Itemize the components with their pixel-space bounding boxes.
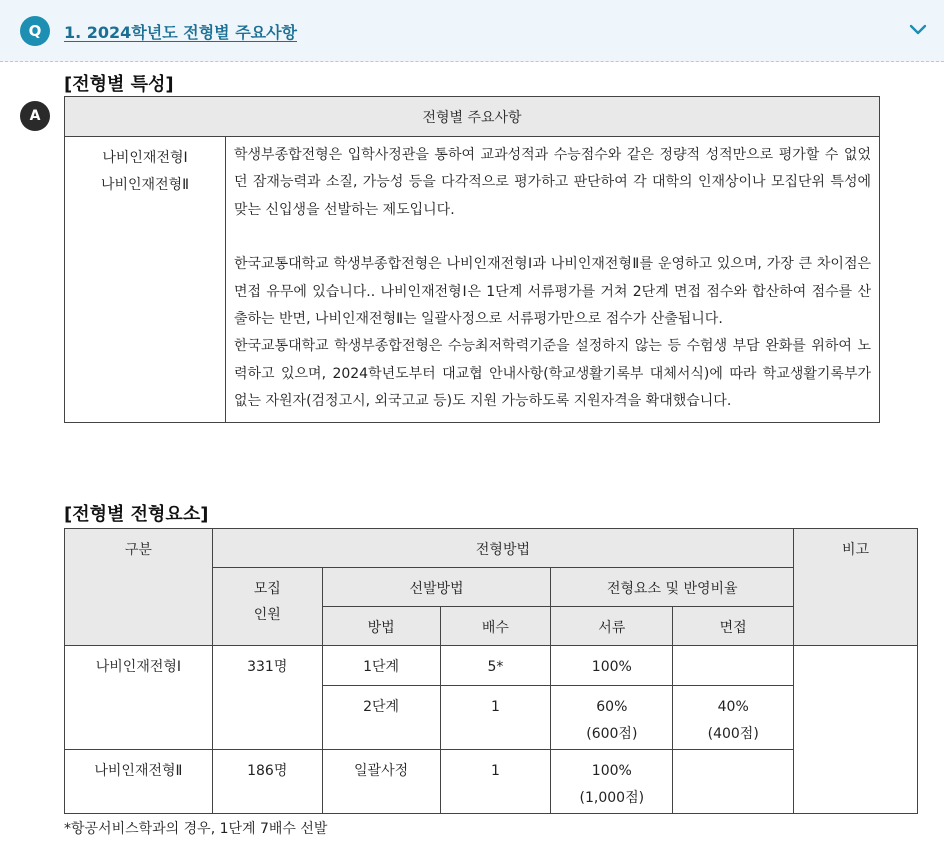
row-type-1-recruit: 331명 [212,646,322,750]
stage2-multiple: 1 [440,686,551,750]
faq-question-header[interactable] [0,0,944,62]
row-type-2-recruit: 186명 [212,750,322,814]
row-type-2-interview [673,750,794,814]
stage1-docs: 100% [551,646,673,686]
admission-type-cell [65,137,226,423]
stage2-docs [551,686,673,750]
header-recruit-line2: 인원 [253,607,281,623]
stage2-interview-points: (400점) [707,726,759,742]
description-paragraph: 한국교통대학교 학생부종합전형은 나비인재전형Ⅰ과 나비인재전형Ⅱ를 운영하고 있으며, 가장 큰 차이점은 면접 유무에 있습니다.. 나비인재전형Ⅰ은 1단계 서류평가를 거쳐 2단계 면접 점수와 합산하여 점수를 산출하는 반면, 나비인재전형Ⅱ는 일괄사정으로 서류평가만으로 점수가 산출됩니다. [234,256,871,328]
row-type-2-docs [551,750,673,814]
row-type-2-docs-value: 100% [591,763,632,779]
faq-question-title[interactable]: 1. 2024학년도 전형별 주요사항 [64,23,298,42]
stage2-interview [673,686,794,750]
header-method: 방법 [322,607,440,646]
row-type-2-multiple: 1 [440,750,551,814]
header-selection: 선발방법 [322,568,551,607]
paragraph-spacer [234,224,871,251]
header-note: 비고 [794,529,918,646]
section-heading-characteristics: [전형별 특성] [64,74,174,95]
answer-badge: A [20,101,50,131]
description-cell [226,137,880,423]
admission-type-1: 나비인재전형Ⅰ [102,150,188,166]
header-interview: 면접 [673,607,794,646]
elements-table [64,528,918,814]
header-recruit-line1: 모집 [253,581,281,597]
header-category: 구분 [65,529,213,646]
stage2-docs-points: (600점) [586,726,638,742]
section-heading-elements: [전형별 전형요소] [64,504,209,525]
stage2-method: 2단계 [322,686,440,750]
admission-type-2: 나비인재전형Ⅱ [100,177,190,193]
header-multiple: 배수 [440,607,551,646]
footnote: *항공서비스학과의 경우, 1단계 7배수 선발 [64,821,328,837]
chevron-down-icon[interactable] [908,20,928,40]
stage2-interview-value: 40% [717,699,749,715]
stage2-docs-value: 60% [596,699,628,715]
table-header: 전형별 주요사항 [65,97,880,137]
header-method-group: 전형방법 [212,529,793,568]
stage1-method: 1단계 [322,646,440,686]
header-ratio: 전형요소 및 반영비율 [551,568,794,607]
question-badge: Q [20,16,50,46]
stage1-interview [673,646,794,686]
header-recruit [212,568,322,646]
description-paragraph: 학생부종합전형은 입학사정관을 통하여 교과성적과 수능점수와 같은 정량적 성적만으로 평가할 수 없었던 잠재능력과 소질, 가능성 등을 다각적으로 평가하고 판단하여 각 대학의 인재상이나 모집단위 특성에 맞는 신입생을 선발하는 제도입니다. [234,147,871,218]
note-cell [794,646,918,814]
header-docs: 서류 [551,607,673,646]
row-type-2-docs-points: (1,000점) [579,790,645,806]
row-type-2-name: 나비인재전형Ⅱ [65,750,213,814]
row-type-2-method: 일괄사정 [322,750,440,814]
stage1-multiple: 5* [440,646,551,686]
characteristics-table [64,96,880,423]
description-paragraph: 한국교통대학교 학생부종합전형은 수능최저학력기준을 설정하지 않는 등 수험생 부담 완화를 위하여 노력하고 있으며, 2024학년도부터 대교협 안내사항(학교생활기록부 대체서식)에 따라 학교생활기록부가 없는 자원자(검정고시, 외국고교 등)도 지원 가능하도록 지원자격을 확대했습니다. [234,338,871,410]
row-type-1-name: 나비인재전형Ⅰ [65,646,213,750]
